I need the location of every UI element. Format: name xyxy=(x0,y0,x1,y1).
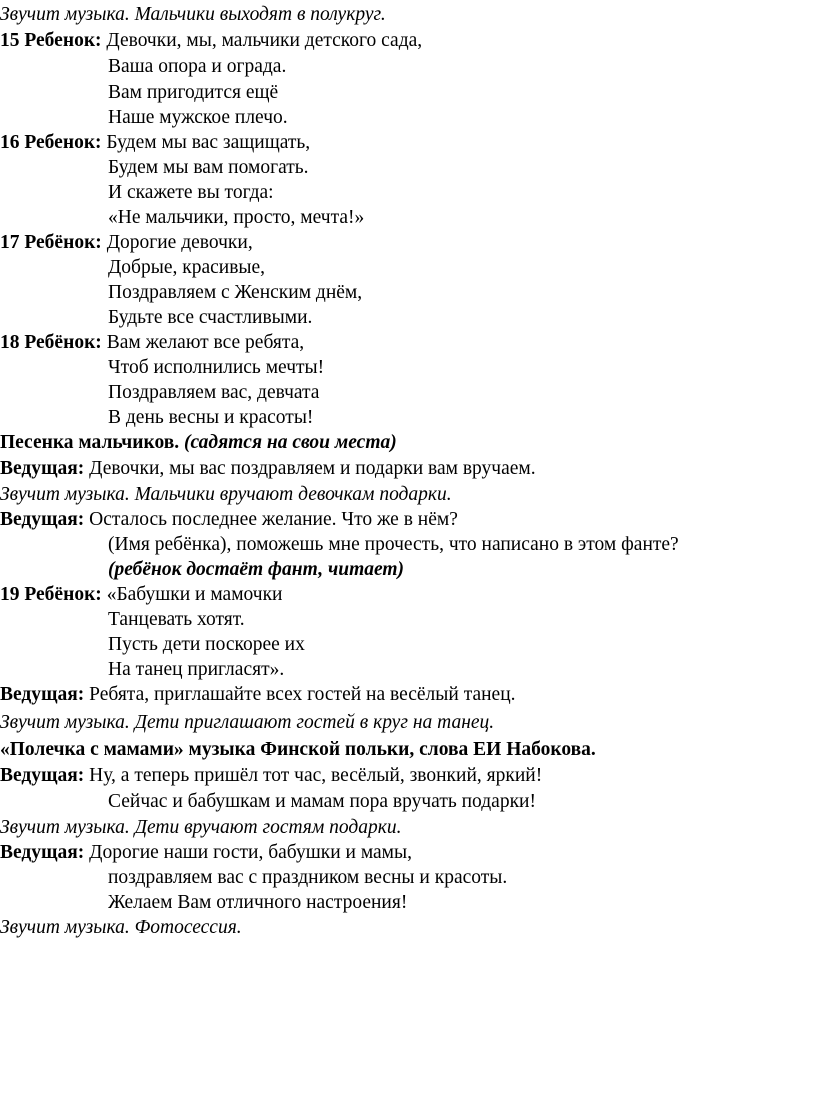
verse-line xyxy=(108,557,816,582)
verse-line xyxy=(108,657,816,682)
text-segment: Пусть дети поскорее их xyxy=(108,634,305,655)
text-line xyxy=(0,710,810,735)
stage-direction: Звучит музыка. Дети вручают гостям подарки. xyxy=(0,817,402,838)
stage-direction: Звучит музыка. Дети приглашают гостей в круг на танец. xyxy=(0,712,495,733)
text-segment: Чтоб исполнились мечты! xyxy=(108,357,325,378)
text-line xyxy=(0,507,810,532)
text-segment: На танец пригласят». xyxy=(108,659,285,680)
speaker-label: Ведущая: xyxy=(0,842,85,863)
text-line xyxy=(0,430,810,455)
stage-direction: Звучит музыка. Мальчики выходят в полукруг. xyxy=(0,4,386,25)
verse-line xyxy=(108,865,816,890)
speaker-label: 16 Ребенок: xyxy=(0,132,102,153)
text-segment: Будем мы вам помогать. xyxy=(108,157,309,178)
text-segment: Вам желают все ребята, xyxy=(101,332,305,353)
verse-line xyxy=(108,355,816,380)
text-segment: Осталось последнее желание. Что же в нём? xyxy=(84,509,458,530)
speaker-label: 17 Ребёнок: xyxy=(0,232,102,253)
text-segment: Ну, а теперь пришёл тот час, весёлый, звонкий, яркий! xyxy=(84,765,543,786)
verse-line xyxy=(108,54,816,79)
text-line xyxy=(0,28,810,53)
text-line xyxy=(0,2,810,27)
verse-line xyxy=(108,255,816,280)
speaker-label: Ведущая: xyxy=(0,458,85,479)
verse-line xyxy=(108,180,816,205)
verse-line xyxy=(108,380,816,405)
stage-direction: (ребёнок достаёт фант, читает) xyxy=(108,559,405,580)
verse-line xyxy=(108,532,816,557)
speaker-label: 19 Ребёнок: xyxy=(0,584,102,605)
stage-direction: Звучит музыка. Фотосессия. xyxy=(0,917,242,938)
text-segment: «Полечка с мамами» музыка Финской польки, слова ЕИ Набокова. xyxy=(0,739,596,760)
text-line xyxy=(0,330,810,355)
verse-line xyxy=(108,405,816,430)
verse-line xyxy=(108,607,816,632)
text-segment: Девочки, мы вас поздравляем и подарки вам вручаем. xyxy=(84,458,536,479)
verse-line xyxy=(108,305,816,330)
text-segment: поздравляем вас с праздником весны и красоты. xyxy=(108,867,508,888)
text-segment: (Имя ребёнка), поможешь мне прочесть, что написано в этом фанте? xyxy=(108,534,679,555)
text-line xyxy=(0,130,810,155)
verse-line xyxy=(108,280,816,305)
text-segment: «Не мальчики, просто, мечта!» xyxy=(108,207,365,228)
text-segment: Дорогие девочки, xyxy=(101,232,253,253)
text-line xyxy=(0,737,810,762)
stage-direction: Звучит музыка. Мальчики вручают девочкам подарки. xyxy=(0,484,452,505)
text-segment: Ребята, приглашайте всех гостей на весёлый танец. xyxy=(84,684,516,705)
verse-line xyxy=(108,80,816,105)
text-segment: Танцевать хотят. xyxy=(108,609,245,630)
text-segment: Вам пригодится ещё xyxy=(108,82,279,103)
verse-line xyxy=(108,155,816,180)
stage-direction: (садятся на свои места) xyxy=(179,432,397,453)
verse-line xyxy=(108,205,816,230)
verse-line xyxy=(108,789,816,814)
text-segment: Наше мужское плечо. xyxy=(108,107,288,128)
text-line xyxy=(0,915,810,940)
speaker-label: Песенка мальчиков. xyxy=(0,432,180,453)
text-line xyxy=(0,230,810,255)
text-line xyxy=(0,840,810,865)
text-segment: Поздравляем вас, девчата xyxy=(108,382,320,403)
text-segment: Добрые, красивые, xyxy=(108,257,266,278)
verse-line xyxy=(108,632,816,657)
text-segment: «Бабушки и мамочки xyxy=(101,584,283,605)
speaker-label: 15 Ребенок: xyxy=(0,30,102,51)
text-segment: Поздравляем с Женским днём, xyxy=(108,282,363,303)
speaker-label: Ведущая: xyxy=(0,765,85,786)
speaker-label: 18 Ребёнок: xyxy=(0,332,102,353)
text-line xyxy=(0,482,810,507)
verse-line xyxy=(108,890,816,915)
text-segment: Будем мы вас защищать, xyxy=(101,132,311,153)
verse-line xyxy=(108,105,816,130)
speaker-label: Ведущая: xyxy=(0,684,85,705)
text-line xyxy=(0,815,810,840)
text-line xyxy=(0,456,810,481)
text-segment: Девочки, мы, мальчики детского сада, xyxy=(101,30,423,51)
text-segment: Сейчас и бабушкам и мамам пора вручать подарки! xyxy=(108,791,536,812)
text-line xyxy=(0,682,810,707)
text-segment: Будьте все счастливыми. xyxy=(108,307,313,328)
text-line xyxy=(0,582,810,607)
text-segment: Желаем Вам отличного настроения! xyxy=(108,892,408,913)
text-segment: Ваша опора и ограда. xyxy=(108,56,287,77)
text-segment: В день весны и красоты! xyxy=(108,407,314,428)
text-segment: Дорогие наши гости, бабушки и мамы, xyxy=(84,842,412,863)
speaker-label: Ведущая: xyxy=(0,509,85,530)
text-line xyxy=(0,763,810,788)
text-segment: И скажете вы тогда: xyxy=(108,182,274,203)
